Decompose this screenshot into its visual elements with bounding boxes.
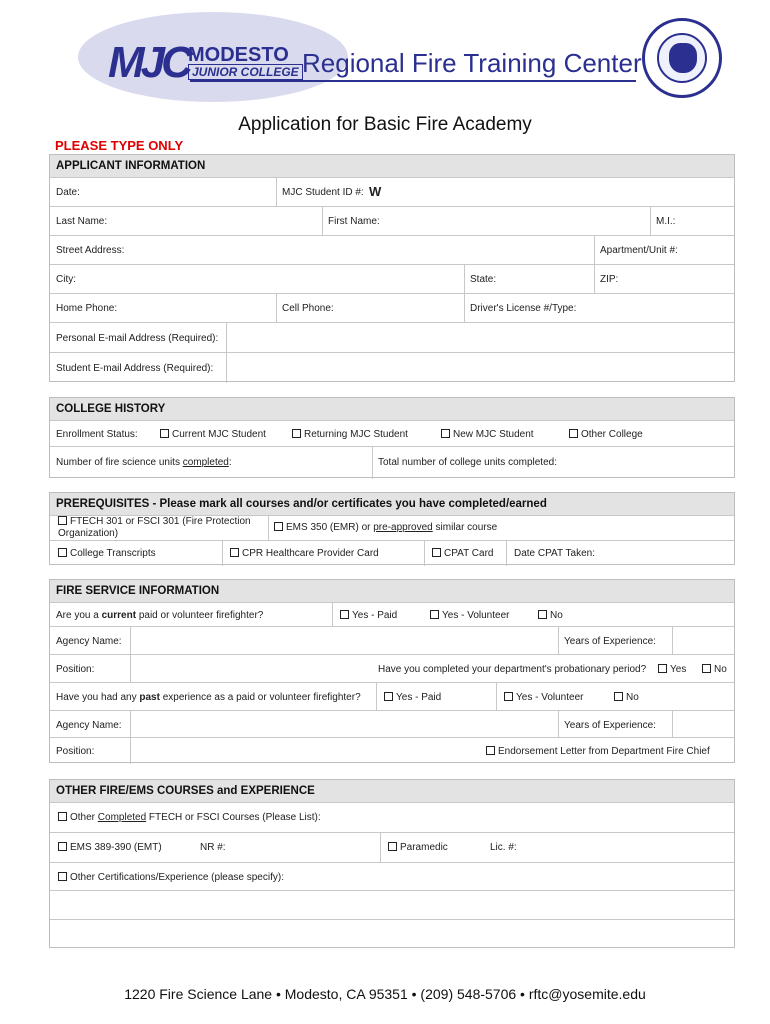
divider: [672, 627, 673, 655]
divider: [650, 207, 651, 236]
section-heading: APPLICANT INFORMATION: [50, 155, 734, 178]
divider: [268, 516, 269, 541]
divider: [276, 178, 277, 207]
probation-yes-option[interactable]: Yes: [658, 664, 686, 675]
years-experience-label[interactable]: Years of Experience:: [564, 720, 656, 731]
mjc-logo: MJC: [108, 38, 189, 87]
divider: [464, 265, 465, 294]
divider: [594, 265, 595, 294]
enrollment-row: [50, 420, 734, 447]
date-label[interactable]: Date:: [56, 187, 80, 198]
prerequisites-section: [49, 492, 735, 565]
other-courses-row: [50, 802, 734, 833]
footer-contact: 1220 Fire Science Lane • Modesto, CA 95351 • (209) 548-5706 • rftc@yosemite.edu: [124, 986, 646, 1002]
past-experience-row: [50, 682, 734, 711]
checkbox-icon[interactable]: [486, 746, 495, 755]
enrollment-status-label: Enrollment Status:: [56, 429, 138, 440]
other-completed-courses-option[interactable]: Other Completed FTECH or FSCI Courses (Please List):: [58, 812, 321, 823]
cpat-date-label[interactable]: Date CPAT Taken:: [514, 548, 595, 559]
divider: [130, 711, 131, 738]
checkbox-icon[interactable]: [340, 610, 349, 619]
past-experience-question: Have you had any past experience as a paid or volunteer firefighter?: [56, 692, 361, 703]
checkbox-icon[interactable]: [441, 429, 450, 438]
divider: [464, 294, 465, 323]
ftech-301-option[interactable]: FTECH 301 or FSCI 301 (Fire Protection Organization): [58, 516, 251, 539]
checkbox-icon[interactable]: [614, 692, 623, 701]
checkbox-icon[interactable]: [292, 429, 301, 438]
blank-line-2[interactable]: [50, 919, 734, 949]
emt-option[interactable]: EMS 389-390 (EMT): [58, 842, 162, 853]
city-label[interactable]: City:: [56, 274, 76, 285]
nr-number-label[interactable]: NR #:: [200, 842, 226, 853]
apartment-label[interactable]: Apartment/Unit #:: [600, 245, 678, 256]
section-heading: OTHER FIRE/EMS COURSES and EXPERIENCE: [50, 780, 734, 803]
checkbox-icon[interactable]: [58, 516, 67, 525]
license-number-label[interactable]: Lic. #:: [490, 842, 517, 853]
cpat-card-option[interactable]: CPAT Card: [432, 548, 493, 559]
section-heading: FIRE SERVICE INFORMATION: [50, 580, 734, 603]
center-title: Regional Fire Training Center: [302, 48, 642, 78]
last-name-label[interactable]: Last Name:: [56, 216, 108, 227]
divider: [332, 603, 333, 627]
street-address-label[interactable]: Street Address:: [56, 245, 125, 256]
total-units-label[interactable]: Total number of college units completed:: [378, 457, 557, 468]
position-label[interactable]: Position:: [56, 746, 95, 757]
divider: [424, 541, 425, 566]
checkbox-icon[interactable]: [230, 548, 239, 557]
current-firefighter-row: [50, 602, 734, 627]
new-student-option[interactable]: New MJC Student: [441, 429, 534, 440]
checkbox-icon[interactable]: [432, 548, 441, 557]
divider: [594, 236, 595, 265]
checkbox-icon[interactable]: [658, 664, 667, 673]
past-yes-volunteer-option[interactable]: Yes - Volunteer: [504, 692, 583, 703]
position-label[interactable]: Position:: [56, 664, 95, 675]
checkbox-icon[interactable]: [538, 610, 547, 619]
cell-phone-label[interactable]: Cell Phone:: [282, 303, 334, 314]
checkbox-icon[interactable]: [384, 692, 393, 701]
fire-science-units-label[interactable]: Number of fire science units completed:: [56, 457, 232, 468]
checkbox-icon[interactable]: [160, 429, 169, 438]
zip-label[interactable]: ZIP:: [600, 274, 619, 285]
name-row: [50, 206, 734, 236]
paramedic-option[interactable]: Paramedic: [388, 842, 448, 853]
returning-student-option[interactable]: Returning MJC Student: [292, 429, 408, 440]
type-only-instruction: PLEASE TYPE ONLY: [55, 138, 184, 153]
divider: [372, 447, 373, 479]
student-id-label[interactable]: MJC Student ID #:: [282, 187, 364, 198]
position-row-2: [50, 737, 734, 764]
current-yes-volunteer-option[interactable]: Yes - Volunteer: [430, 610, 509, 621]
current-no-option[interactable]: No: [538, 610, 563, 621]
current-yes-paid-option[interactable]: Yes - Paid: [340, 610, 397, 621]
position-row-1: [50, 654, 734, 683]
checkbox-icon[interactable]: [58, 842, 67, 851]
probationary-question: Have you completed your department's probationary period?: [378, 664, 647, 675]
divider: [672, 711, 673, 738]
certifications-row: [50, 862, 734, 891]
section-heading: COLLEGE HISTORY: [50, 398, 734, 421]
checkbox-icon[interactable]: [58, 548, 67, 557]
agency-name-label[interactable]: Agency Name:: [56, 720, 122, 731]
agency-row-1: [50, 626, 734, 655]
divider: [322, 207, 323, 236]
college-history-section: [49, 397, 735, 478]
cpr-card-option[interactable]: CPR Healthcare Provider Card: [230, 548, 379, 559]
title-underline: [190, 80, 636, 82]
checkbox-icon[interactable]: [58, 812, 67, 821]
agency-name-label[interactable]: Agency Name:: [56, 636, 122, 647]
drivers-license-label[interactable]: Driver's License #/Type:: [470, 303, 577, 314]
college-name-line-1: MODESTO: [188, 44, 289, 66]
street-row: [50, 235, 734, 265]
college-name-line-2: JUNIOR COLLEGE: [188, 64, 303, 80]
city-row: [50, 264, 734, 294]
other-courses-section: [49, 779, 735, 948]
prereq-row-2: [50, 540, 734, 566]
document-title: Application for Basic Fire Academy: [238, 114, 532, 135]
endorsement-letter-option[interactable]: Endorsement Letter from Department Fire Chief: [486, 746, 710, 757]
phone-row: [50, 293, 734, 323]
probation-no-option[interactable]: No: [702, 664, 727, 675]
emt-row: [50, 832, 734, 863]
college-transcripts-option[interactable]: College Transcripts: [58, 548, 156, 559]
divider: [376, 683, 377, 711]
divider: [276, 294, 277, 323]
divider: [558, 711, 559, 738]
checkbox-icon[interactable]: [58, 872, 67, 881]
student-email-row: [50, 352, 734, 383]
divider: [558, 627, 559, 655]
past-no-option[interactable]: No: [614, 692, 639, 703]
blank-line-1[interactable]: [50, 890, 734, 920]
fire-training-seal: [642, 18, 722, 98]
date-row: [50, 177, 734, 207]
current-firefighter-question: Are you a current paid or volunteer firefighter?: [56, 610, 264, 621]
ems-350-option[interactable]: EMS 350 (EMR) or pre-approved similar course: [274, 522, 497, 533]
units-row: [50, 446, 734, 479]
divider: [130, 738, 131, 764]
student-email-label[interactable]: Student E-mail Address (Required):: [56, 363, 214, 374]
divider: [226, 323, 227, 353]
home-phone-label[interactable]: Home Phone:: [56, 303, 118, 314]
applicant-information-section: [49, 154, 735, 382]
section-heading: PREREQUISITES - Please mark all courses and/or certificates you have completed/earned: [50, 493, 734, 516]
divider: [380, 833, 381, 863]
divider: [130, 655, 131, 683]
years-experience-label[interactable]: Years of Experience:: [564, 636, 656, 647]
divider: [130, 627, 131, 655]
first-name-label[interactable]: First Name:: [328, 216, 380, 227]
student-id-prefix: W: [369, 184, 382, 199]
checkbox-icon[interactable]: [569, 429, 578, 438]
seal-mascot-icon: [669, 43, 697, 73]
fire-service-section: [49, 579, 735, 763]
personal-email-label[interactable]: Personal E-mail Address (Required):: [56, 333, 219, 344]
mi-label[interactable]: M.I.:: [656, 216, 676, 227]
checkbox-icon[interactable]: [430, 610, 439, 619]
divider: [506, 541, 507, 566]
divider: [496, 683, 497, 711]
checkbox-icon[interactable]: [702, 664, 711, 673]
state-label[interactable]: State:: [470, 274, 497, 285]
personal-email-row: [50, 322, 734, 353]
checkbox-icon[interactable]: [388, 842, 397, 851]
divider: [222, 541, 223, 566]
current-student-option[interactable]: Current MJC Student: [160, 429, 266, 440]
agency-row-2: [50, 710, 734, 738]
divider: [226, 353, 227, 383]
other-certifications-option[interactable]: Other Certifications/Experience (please specify):: [58, 872, 284, 883]
checkbox-icon[interactable]: [274, 522, 283, 531]
prereq-row-1: [50, 515, 734, 541]
other-college-option[interactable]: Other College: [569, 429, 643, 440]
checkbox-icon[interactable]: [504, 692, 513, 701]
past-yes-paid-option[interactable]: Yes - Paid: [384, 692, 441, 703]
